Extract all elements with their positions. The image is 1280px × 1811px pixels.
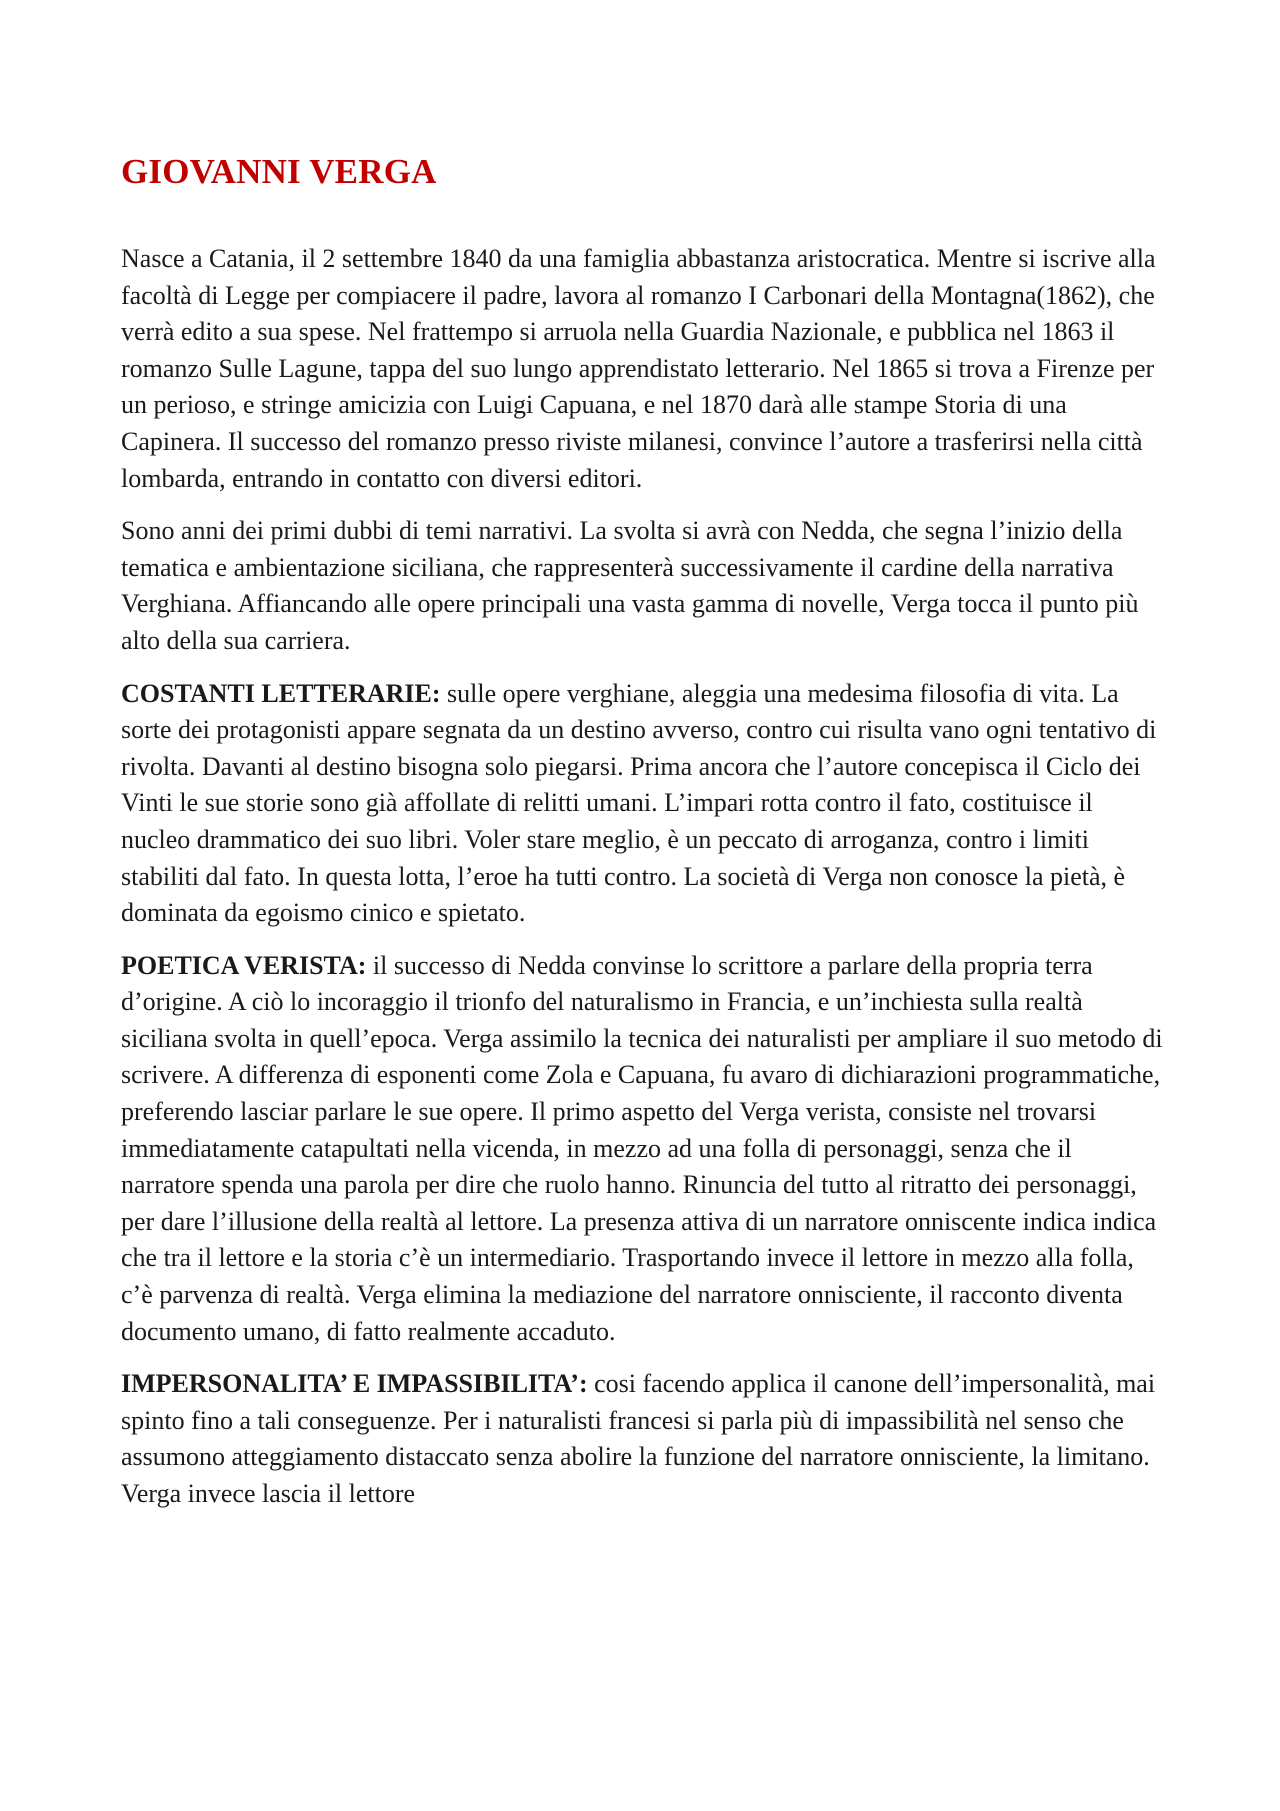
paragraph-narrative-themes <box>121 513 1166 659</box>
paragraph-text: Nasce a Catania, il 2 settembre 1840 da una famiglia abbastanza aristocratica. Mentre si iscrive alla facoltà di Legge per compiacere il padre, lavora al romanzo I Carbonari della Montagna(1862), che verrà edito a sua spese. Nel frattempo si arruola nella Guardia Nazionale, e pubblica nel 1863 il romanzo Sulle Lagune, tappa del suo lungo apprendistato letterario. Nel 1865 si trova a Firenze per un perioso, e stringe amicizia con Luigi Capuana, e nel 1870 darà alle stampe Storia di una Capinera. Il successo del romanzo presso riviste milanesi, convince l’autore a trasferirsi nella città lombarda, entrando in contatto con diversi editori. <box>121 244 1156 493</box>
paragraph-costanti-letterarie <box>121 676 1166 932</box>
section-heading: IMPERSONALITA’ E IMPASSIBILITA’: <box>121 1369 588 1399</box>
paragraph-text: sulle opere verghiane, aleggia una medesima filosofia di vita. La sorte dei protagonisti appare segnata da un destino avverso, contro cui risulta vano ogni tentativo di rivolta. Davanti al destino bisogna solo piegarsi. Prima ancora che l’autore concepisca il Ciclo dei Vinti le sue storie sono già affollate di relitti umani. L’impari rotta contro il fato, costituisce il nucleo drammatico dei suo libri. Voler stare meglio, è un peccato di arroganza, contro i limiti stabiliti dal fato. In questa lotta, l’eroe ha tutti contro. La società di Verga non conosce la pietà, è dominata da egoismo cinico e spietato. <box>121 678 1157 928</box>
section-heading: COSTANTI LETTERARIE: <box>121 678 441 708</box>
paragraph-poetica-verista <box>121 948 1166 1351</box>
paragraph-text: il successo di Nedda convinse lo scrittore a parlare della propria terra d’origine. A ciò lo incoraggio il trionfo del naturalismo in Francia, e un’inchiesta sulla realtà siciliana svolta in quell’epoca. Verga assimilo la tecnica dei naturalisti per ampliare il suo metodo di scrivere. A differenza di esponenti come Zola e Capuana, fu avaro di dichiarazioni programmatiche, preferendo lasciar parlare le sue opere. Il primo aspetto del Verga verista, consiste nel trovarsi immediatamente catapultati nella vicenda, in mezzo ad una folla di personaggi, senza che il narratore spenda una parola per dire che ruolo hanno. Rinuncia del tutto al ritratto dei personaggi, per dare l’illusione della realtà al lettore. La presenza attiva di un narratore onniscente indica indica che tra il lettore e la storia c’è un intermediario. Trasportando invece il lettore in mezzo alla folla, c’è parvenza di realtà. Verga elimina la mediazione del narratore onnisciente, il racconto diventa documento umano, di fatto realmente accaduto. <box>121 950 1163 1346</box>
document-page <box>121 150 1166 1529</box>
section-heading: POETICA VERISTA: <box>121 950 367 980</box>
paragraph-impersonalita <box>121 1366 1166 1512</box>
paragraph-text: Sono anni dei primi dubbi di temi narrativi. La svolta si avrà con Nedda, che segna l’inizio della tematica e ambientazione siciliana, che rappresenterà successivamente il cardine della narrativa Verghiana. Affiancando alle opere principali una vasta gamma di novelle, Verga tocca il punto più alto della sua carriera. <box>121 516 1139 655</box>
paragraph-biography <box>121 241 1166 497</box>
paragraph-text: cosi facendo applica il canone dell’impersonalità, mai spinto fino a tali conseguenze. Per i naturalisti francesi si parla più di impassibilità nel senso che assumono atteggiamento distaccato senza abolire la funzione del narratore onnisciente, la limitano. Verga invece lascia il lettore <box>121 1369 1156 1508</box>
document-title: GIOVANNI VERGA <box>121 152 437 191</box>
